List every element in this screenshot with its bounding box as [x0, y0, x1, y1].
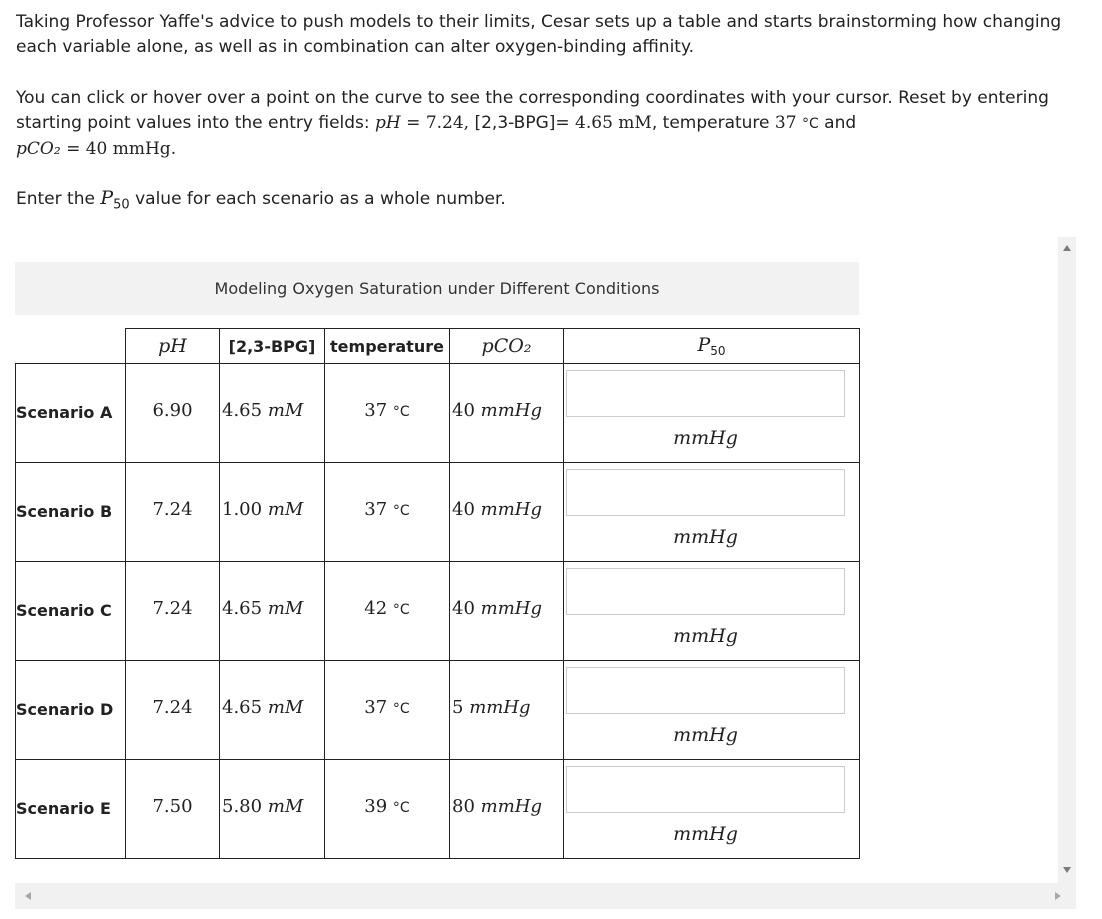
- temp-label: , temperature: [651, 113, 775, 133]
- ph-value: = 7.24,: [406, 113, 470, 133]
- header-pco2: pCO₂: [450, 329, 564, 364]
- p50-input[interactable]: [566, 766, 845, 813]
- scenario-label: Scenario E: [16, 760, 126, 859]
- header-p50: $P_{50}$: [564, 329, 860, 364]
- p50-input[interactable]: [566, 667, 845, 714]
- p50-input[interactable]: [566, 370, 845, 417]
- temp-unit: °C: [801, 116, 819, 132]
- intro-paragraph: Taking Professor Yaffe's advice to push models to their limits, Cesar sets up a table and starts brainstorming how changing each variable alone, as well as in combination can alter oxygen-binding affinity.: [16, 12, 1062, 57]
- prompt-text-b: value for each scenario as a whole number.: [129, 189, 506, 209]
- p50-unit: mmHg: [673, 427, 738, 449]
- p50-input[interactable]: [566, 469, 845, 516]
- temperature-cell: 42 °C: [325, 562, 450, 661]
- p50-unit: mmHg: [673, 823, 738, 845]
- p50-unit: mmHg: [673, 625, 738, 647]
- pco2-value: = 40 mmHg.: [66, 139, 177, 159]
- and-word: and: [824, 113, 857, 133]
- header-ph: pH: [126, 329, 220, 364]
- triangle-left-icon[interactable]: [25, 892, 31, 900]
- header-blank: [16, 329, 126, 364]
- p50-symbol: P: [100, 187, 114, 209]
- triangle-down-icon[interactable]: [1063, 867, 1071, 873]
- ph-cell: 7.24: [126, 463, 220, 562]
- vertical-scrollbar[interactable]: [1058, 237, 1076, 885]
- p50-input[interactable]: [566, 568, 845, 615]
- ph-symbol: pH: [375, 113, 401, 133]
- pco2-cell: 80 mmHg: [450, 760, 564, 859]
- table-row: [16, 760, 860, 859]
- pco2-cell: 40 mmHg: [450, 463, 564, 562]
- instructions-paragraph: [16, 86, 1076, 162]
- scenario-label: Scenario D: [16, 661, 126, 760]
- p50-answer-cell: [564, 760, 860, 859]
- p50-answer-cell: [564, 661, 860, 760]
- scenario-label: Scenario B: [16, 463, 126, 562]
- horizontal-scrollbar[interactable]: [15, 883, 1076, 909]
- p50-subscript: 50: [113, 197, 130, 213]
- prompt-paragraph: [16, 186, 506, 217]
- temperature-cell: 37 °C: [325, 661, 450, 760]
- bpg-cell: 5.80 mM: [220, 760, 325, 859]
- ph-cell: 7.50: [126, 760, 220, 859]
- bpg-cell: 4.65 mM: [220, 562, 325, 661]
- ph-cell: 7.24: [126, 562, 220, 661]
- pco2-cell: 5 mmHg: [450, 661, 564, 760]
- triangle-up-icon[interactable]: [1063, 245, 1071, 251]
- ph-cell: 7.24: [126, 661, 220, 760]
- pco2-cell: 40 mmHg: [450, 562, 564, 661]
- table-row: [16, 562, 860, 661]
- p50-unit: mmHg: [673, 724, 738, 746]
- p50-answer-cell: [564, 562, 860, 661]
- header-bpg: [2,3-BPG]: [220, 329, 325, 364]
- bpg-label: [2,3-BPG]: [474, 113, 556, 133]
- pco2-symbol: pCO₂: [16, 139, 61, 159]
- bpg-cell: 1.00 mM: [220, 463, 325, 562]
- instructions-text: You can click or hover over a point on the curve to see the corresponding coordinates with your cursor. Reset by entering starting point values into the entry fields:: [16, 88, 1049, 133]
- temp-value: 37: [774, 113, 797, 133]
- prompt-text-a: Enter the: [16, 189, 101, 209]
- p50-answer-cell: [564, 463, 860, 562]
- pco2-cell: 40 mmHg: [450, 364, 564, 463]
- scenario-table: [15, 328, 860, 859]
- table-row: [16, 364, 860, 463]
- temperature-cell: 37 °C: [325, 364, 450, 463]
- p50-answer-cell: [564, 364, 860, 463]
- table-row: [16, 463, 860, 562]
- temperature-cell: 37 °C: [325, 463, 450, 562]
- header-row: [16, 329, 860, 364]
- p50-unit: mmHg: [673, 526, 738, 548]
- temperature-cell: 39 °C: [325, 760, 450, 859]
- bpg-value: = 4.65 mM: [555, 113, 652, 133]
- ph-cell: 6.90: [126, 364, 220, 463]
- scenario-label: Scenario C: [16, 562, 126, 661]
- bpg-cell: 4.65 mM: [220, 364, 325, 463]
- table-row: [16, 661, 860, 760]
- table-caption: Modeling Oxygen Saturation under Different Conditions: [15, 262, 859, 315]
- header-temperature: temperature: [325, 329, 450, 364]
- triangle-right-icon[interactable]: [1055, 892, 1061, 900]
- scenario-label: Scenario A: [16, 364, 126, 463]
- bpg-cell: 4.65 mM: [220, 661, 325, 760]
